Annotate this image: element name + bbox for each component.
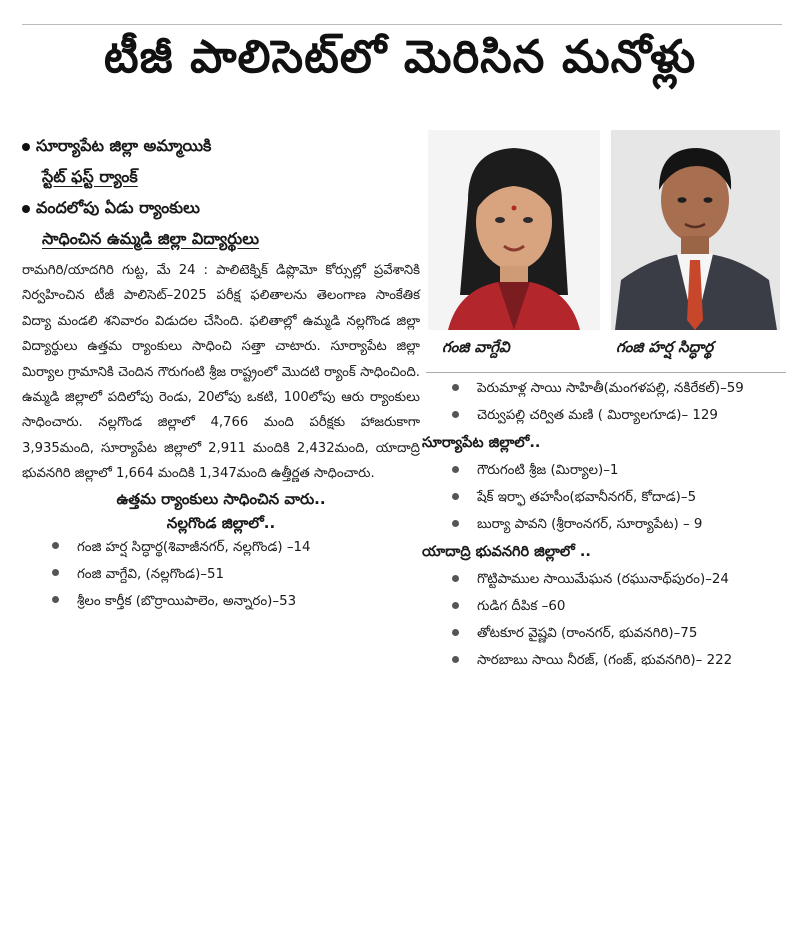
bullet-icon [452, 629, 459, 636]
list-item: చెర్వుపల్లి చర్విత మణి ( మిర్యాలగూడ)– 129 [422, 403, 782, 428]
subhead-nalgonda: నల్లగొండ జిల్లాలో.. [166, 513, 276, 532]
nalgonda-list-continued [422, 376, 782, 428]
highlight-2: స్టేట్ ఫస్ట్ ర్యాంక్ [42, 167, 138, 186]
highlight-3: వందలోపు ఏడు ర్యాంకులు [22, 192, 420, 223]
list-item: పెరుమాళ్ల సాయి సాహితీ(మంగళపల్లి, నకిరేకల్)–59 [422, 376, 782, 401]
headline: టీజీ పాలిసెట్‌లో మెరిసిన మనోళ్లు [103, 30, 697, 83]
yadadri-list [422, 567, 782, 673]
photo-divider [426, 372, 786, 373]
highlight-1: సూర్యాపేట జిల్లా అమ్మాయికి [22, 130, 420, 161]
list-item: శ్రీలం కార్తీక (బొర్రాయిపాలెం, అన్నారం)–53 [22, 589, 420, 614]
bullet-icon [22, 205, 30, 213]
subhead-top-rankers: ఉత్తమ ర్యాంకులు సాధించిన వారు.. [116, 489, 326, 508]
bullet-icon [452, 493, 459, 500]
list-item: షేక్ ఇర్ఫా తహసీం(భవానీనగర్, కోదాడ)–5 [422, 485, 782, 510]
top-divider [22, 24, 782, 25]
list-item: బుర్యా పావని (శ్రీరాంనగర్, సూర్యాపేట) – 9 [422, 512, 782, 537]
bullet-icon [452, 575, 459, 582]
photo-block [428, 130, 780, 370]
girl-portrait-icon [428, 130, 600, 330]
list-item: గుడిగ దీపిక –60 [422, 594, 782, 619]
student-photo-vagdevi [428, 130, 600, 330]
suryapet-list [422, 458, 782, 537]
nalgonda-list [22, 535, 420, 614]
list-item: గొట్టిపాముల సాయిమేఘన (రఘునాథ్‌పురం)–24 [422, 567, 782, 592]
bullet-icon [52, 596, 59, 603]
highlight-4: సాధించిన ఉమ్మడి జిల్లా విద్యార్థులు [42, 229, 260, 248]
photo-caption: గంజి హర్ష సిద్ధార్థ [616, 338, 714, 356]
suryapet-heading: సూర్యాపేట జిల్లాలో.. [422, 435, 541, 451]
right-column [422, 376, 782, 675]
list-item: సారబాబు సాయి నీరజ్, (గంజ్, భువనగిరి)– 222 [422, 648, 782, 673]
bullet-icon [452, 411, 459, 418]
bullet-icon [22, 143, 30, 151]
bullet-icon [52, 542, 59, 549]
student-photo-harsha [611, 130, 780, 330]
bullet-icon [452, 466, 459, 473]
bullet-icon [452, 520, 459, 527]
bullet-icon [52, 569, 59, 576]
list-item: తోటకూర వైష్ణవి (రాంనగర్, భువనగిరి)–75 [422, 621, 782, 646]
bullet-icon [452, 602, 459, 609]
left-column [22, 130, 420, 616]
yadadri-heading: యాదాద్రి భువనగిరి జిల్లాలో .. [422, 544, 591, 560]
list-item: గంజి హర్ష సిద్ధార్థ(శివాజీనగర్, నల్లగొండ) –14 [22, 535, 420, 560]
list-item: గౌరుగంటి శ్రీజ (మిర్యాల)–1 [422, 458, 782, 483]
article-body: రామగిరి/యాదగిరి గుట్ట, మే 24 : పాలిటెక్నిక్ డిప్లొమో కోర్సుల్లో ప్రవేశానికి నిర్వహించిన టీజీ పాలిసెట్–2025 పరీక్ష ఫలితాలను తెలంగాణ సాంకేతిక విద్యా మండలి శనివారం విడుదల చేసింది. ఫలితాల్లో ఉమ్మడి నల్లగొండ జిల్లా విద్యార్థులు ఉత్తమ ర్యాంకులు సాధించి సత్తా చాటారు. సూర్యాపేట జిల్లా మిర్యాల గ్రామానికి చెందిన గౌరుగంటి శ్రీజ రాష్ట్రంలో మొదటి ర్యాంక్ సాధించింది. ఉమ్మడి జిల్లాలో పదిలోపు రెండు, 20లోపు ఒకటి, 100లోపు ఆరు ర్యాంకులు సాధించారు. నల్లగొండ జిల్లాలో 4,766 మంది పరీక్షకు హాజరుకాగా 3,935మంది, సూర్యాపేట జిల్లాలో 2,911 మందికి 2,432మంది, యాదాద్రి భువనగిరి జిల్లాలో 1,664 మందికి 1,347మంది ఉత్తీర్ణత సాధించారు. [22, 263, 420, 482]
photo-caption: గంజి వాగ్దేవి [442, 338, 510, 356]
bullet-icon [452, 656, 459, 663]
boy-portrait-icon [611, 130, 780, 330]
bullet-icon [452, 384, 459, 391]
list-item: గంజి వాగ్దేవి, (నల్లగొండ)–51 [22, 562, 420, 587]
